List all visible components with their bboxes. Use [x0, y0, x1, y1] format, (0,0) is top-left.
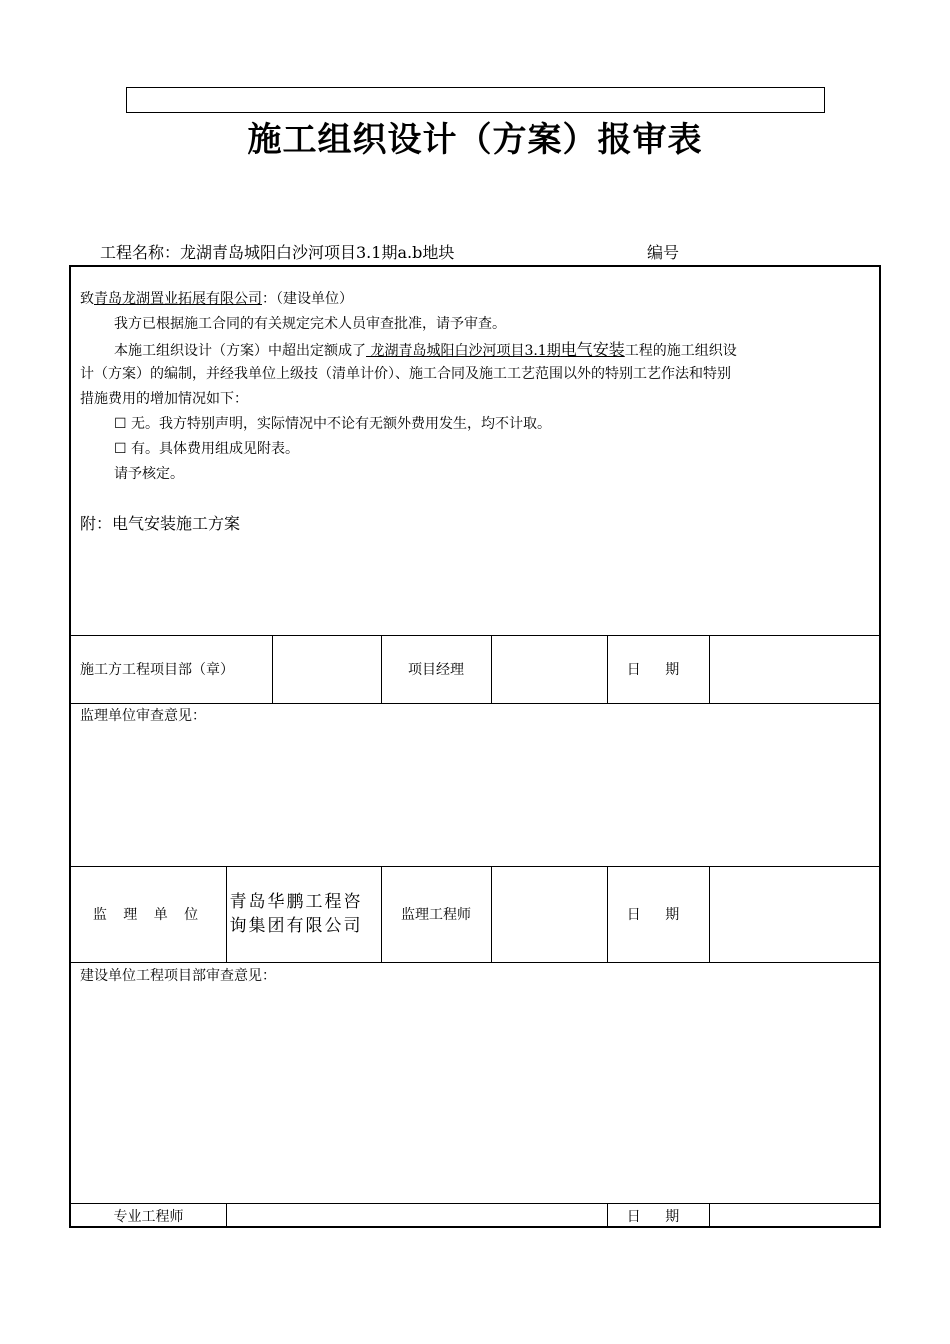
attachment-text: 附：电气安装施工方案: [80, 514, 241, 533]
supervising-engineer-label: 监理工程师: [401, 907, 471, 923]
addressee-line: [80, 287, 353, 312]
header-box: [126, 87, 825, 113]
client-name: 青岛龙湖置业拓展有限公司: [94, 291, 262, 307]
option-yes: ☐ 有。具体费用组成见附表。: [114, 441, 300, 457]
letter-line-2: [114, 337, 737, 364]
col-divider: [709, 635, 710, 703]
supervision-unit-name: 青岛华鹏工程咨询集团有限公司: [229, 892, 363, 936]
line2-prefix: 本施工组织设计（方案）中超出定额成了: [114, 343, 366, 359]
letter-line-1: 我方已根据施工合同的有关规定完术人员审查批准，请予审查。: [114, 316, 506, 332]
date-label: 日 期: [626, 1208, 690, 1225]
project-name: 工程名称：龙湖青岛城阳白沙河项目3.1期a.b地块: [100, 243, 455, 262]
option-none: ☐ 无。我方特别声明，实际情况中不论有无额外费用发生，均不计取。: [114, 416, 551, 432]
row-divider: [71, 962, 879, 963]
date-label: 日 期: [626, 907, 690, 923]
col-divider: [709, 866, 710, 962]
supervision-unit-cell: [226, 866, 381, 962]
line2-suffix: 工程的施工组织设: [624, 343, 737, 359]
contractor-dept-label: 施工方工程项目部（章）: [80, 662, 234, 678]
review-form-table: [69, 265, 881, 1228]
col-divider: [709, 1203, 710, 1228]
col-divider: [491, 635, 492, 703]
number-label: 编号: [647, 243, 680, 262]
request-text: 请予核定。: [114, 466, 184, 482]
supervision-unit-label: 监 理 单 位: [92, 907, 205, 923]
page-title: 施工组织设计（方案）报审表: [247, 120, 703, 160]
project-manager-label: 项目经理: [408, 662, 464, 678]
to-suffix: ：（建设单位）: [262, 291, 353, 307]
col-divider: [491, 866, 492, 962]
owner-opinion-label: 建设单位工程项目部审查意见：: [80, 968, 276, 984]
col-divider: [226, 1203, 227, 1228]
professional-engineer-label: 专业工程师: [113, 1208, 184, 1225]
line2-project: 龙湖青岛城阳白沙河项目3.1期: [366, 343, 561, 359]
to-prefix: 致: [80, 291, 94, 307]
col-divider: [272, 635, 273, 703]
line2-trade: 电气安装: [560, 340, 625, 359]
supervision-opinion-label: 监理单位审查意见：: [80, 708, 206, 724]
letter-line-4: 措施费用的增加情况如下：: [80, 391, 248, 407]
date-label: 日 期: [626, 662, 690, 678]
letter-line-3: 计（方案）的编制，并经我单位上级技（清单计价）、施工合同及施工工艺范围以外的特别工艺作法和特别: [80, 366, 731, 382]
